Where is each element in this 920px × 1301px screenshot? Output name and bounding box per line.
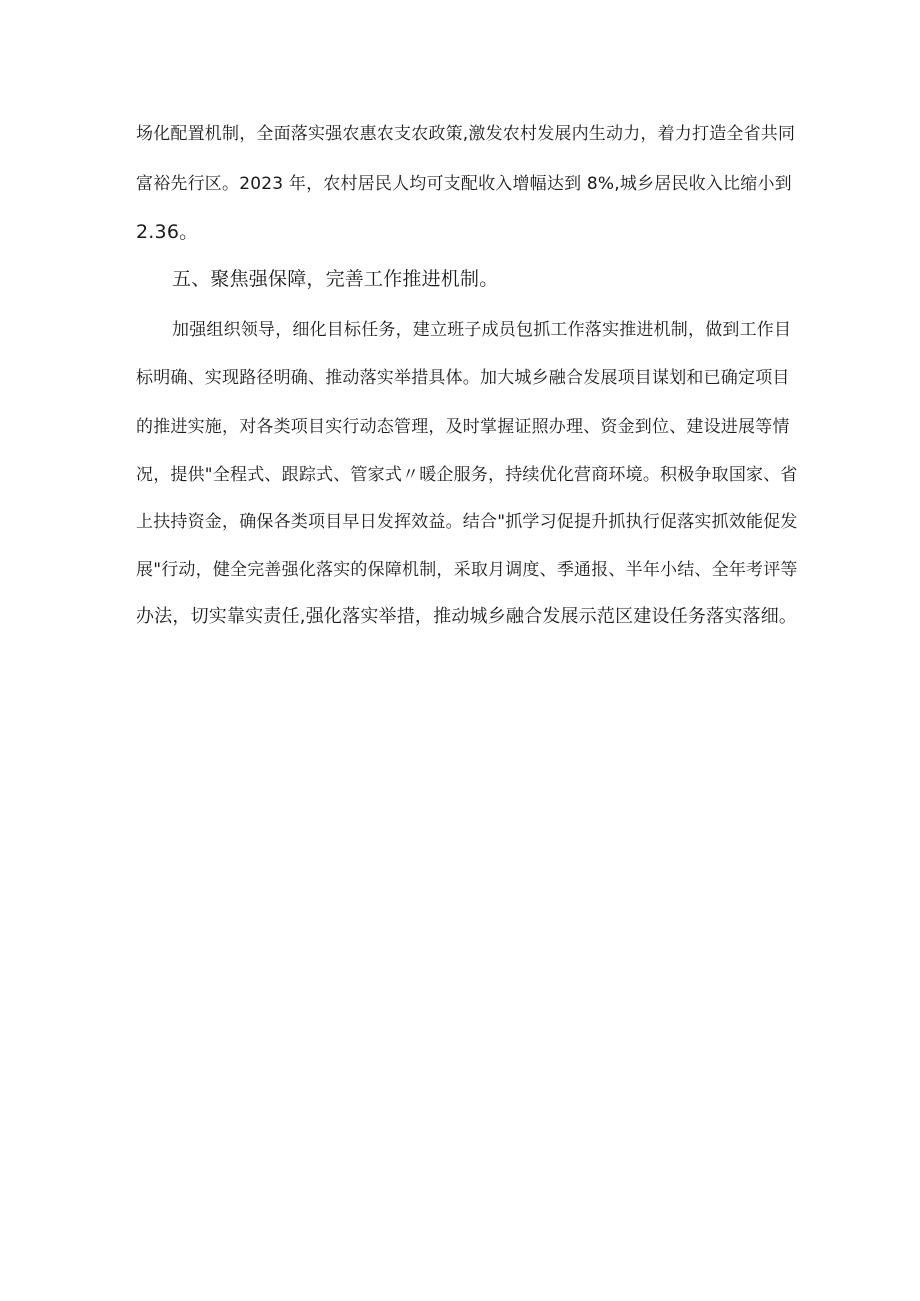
paragraph-line: 场化配置机制，全面落实强农惠农支农政策,激发农村发展内生动力，着力打造全省共同	[136, 124, 796, 144]
paragraph-line: 况，提供"全程式、跟踪式、管家式〃暖企服务，持续优化营商环境。积极争取国家、省	[136, 465, 798, 485]
paragraph-line: 的推进实施，对各类项目实行动态管理，及时掌握证照办理、资金到位、建设进展等情	[136, 417, 790, 437]
paragraph-line: 展"行动，健全完善强化落实的保障机制，采取月调度、季通报、半年小结、全年考评等	[136, 560, 798, 580]
paragraph-line: 富裕先行区。2023 年，农村居民人均可支配收入增幅达到 8%,城乡居民收入比缩小到	[136, 174, 792, 194]
paragraph-line: 2.36。	[136, 221, 199, 243]
paragraph-line: 加强组织领导，细化目标任务，建立班子成员包抓工作落实推进机制，做到工作目	[172, 320, 792, 340]
paragraph-line: 标明确、实现路径明确、推动落实举措具体。加大城乡融合发展项目谋划和已确定项目	[136, 368, 790, 388]
section-heading: 五、聚焦强保障，完善工作推进机制。	[172, 268, 499, 290]
paragraph-line: 上扶持资金，确保各类项目早日发挥效益。结合"抓学习促提升抓执行促落实抓效能促发	[136, 512, 798, 532]
paragraph-line: 办法，切实靠实责任,强化落实举措，推动城乡融合发展示范区建设任务落实落细。	[136, 606, 798, 627]
